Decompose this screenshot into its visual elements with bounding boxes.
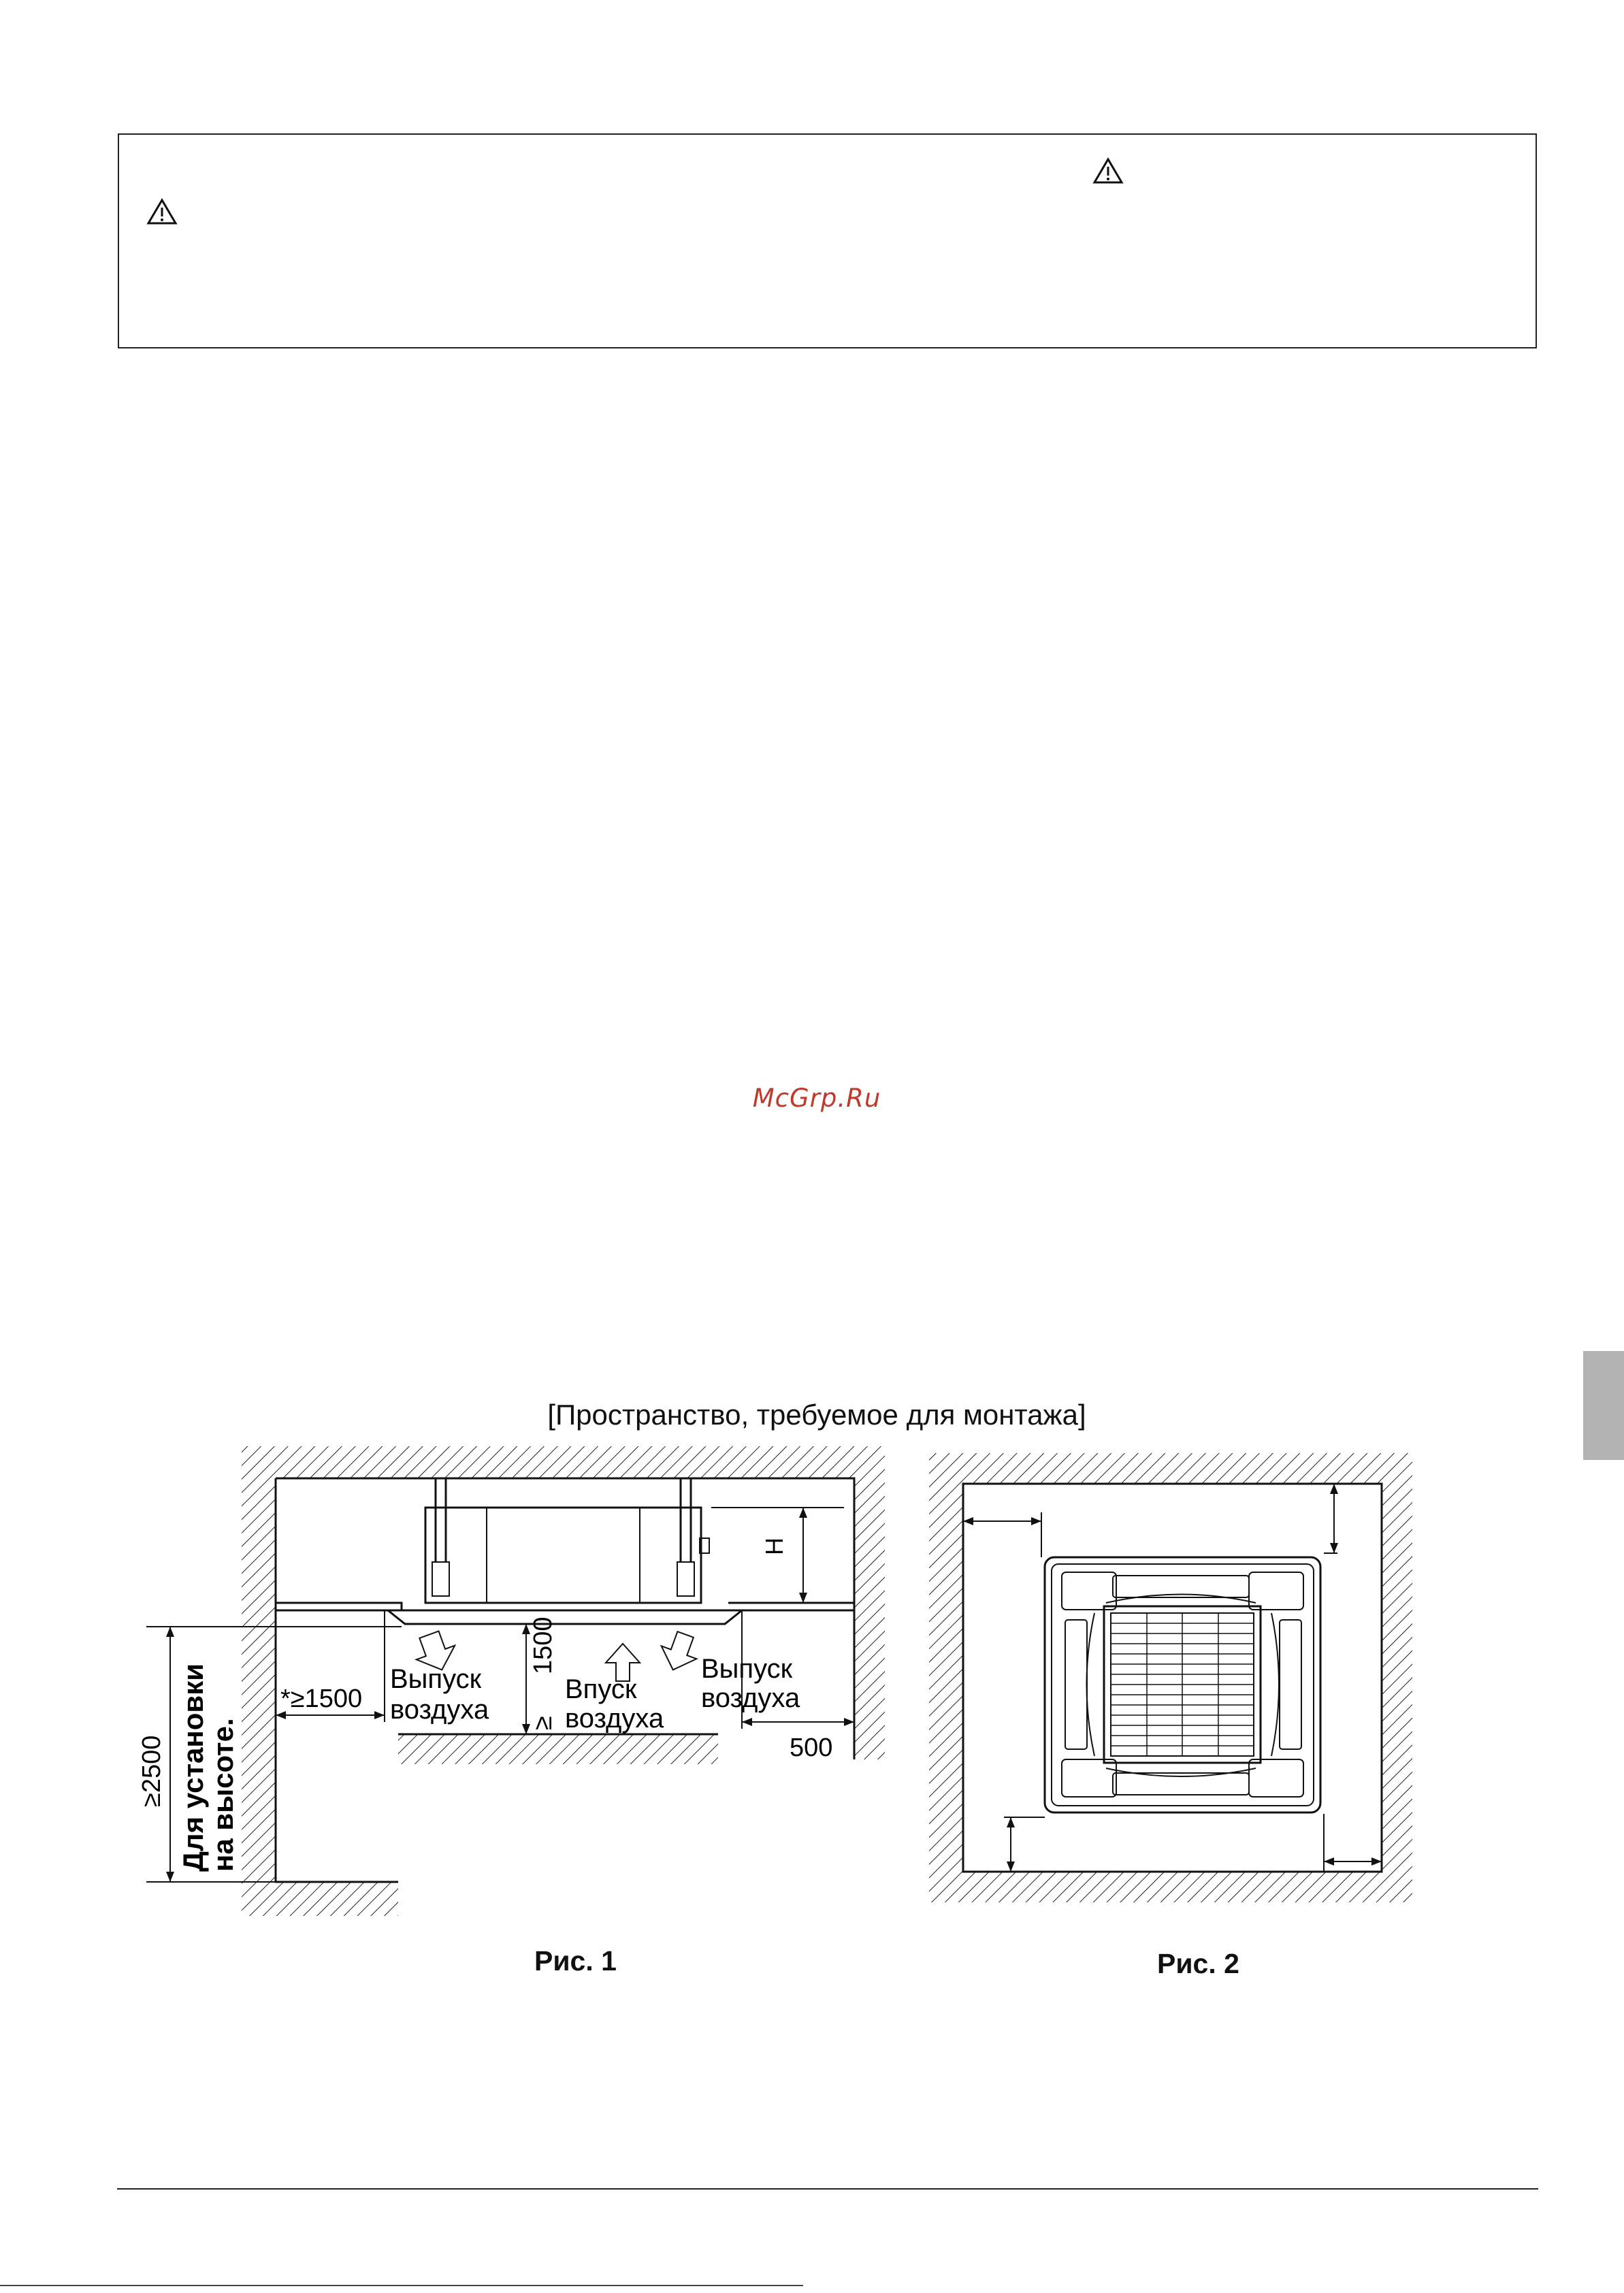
fig1-dim-left: *≥1500	[280, 1685, 363, 1713]
fig1-note-1: Для установки	[177, 1663, 209, 1872]
figure-1	[123, 1436, 898, 1926]
fig1-outlet-right-2: воздуха	[701, 1683, 800, 1713]
side-tab	[1583, 1351, 1624, 1460]
fig1-unit-body	[425, 1508, 701, 1603]
fig1-outlet-left-1: Выпуск	[390, 1664, 482, 1694]
fig1-inlet-1: Впуск	[565, 1674, 637, 1704]
fig1-dim-height-value: 1500	[529, 1616, 557, 1674]
fig1-dim-height-symbol: ≥	[529, 1716, 557, 1730]
warning-triangle-icon	[1092, 157, 1124, 185]
section-title: [Пространство, требуемое для монтажа]	[547, 1399, 1086, 1431]
figure-2	[926, 1436, 1429, 1940]
fig1-panel	[388, 1610, 742, 1624]
fig1-inlet-2: воздуха	[565, 1704, 664, 1734]
warning-box	[118, 133, 1537, 348]
fig1-outlet-left-2: воздуха	[390, 1695, 489, 1725]
fig1-dim-h: H	[760, 1538, 788, 1555]
fig2-caption: Рис. 2	[1157, 1948, 1239, 1979]
warning-triangle-icon	[146, 197, 178, 226]
fig1-caption: Рис. 1	[534, 1945, 617, 1977]
footer-rule	[117, 2188, 1538, 2190]
bottom-rule	[0, 2285, 803, 2286]
watermark: McGrp.Ru	[752, 1084, 881, 1113]
fig1-dim-right: 500	[790, 1734, 833, 1762]
fig1-note-2: на высоте.	[207, 1718, 239, 1872]
fig1-outlet-right-1: Выпуск	[701, 1654, 793, 1684]
air-outlet-arrow-icon	[655, 1628, 702, 1676]
fig1-dim-total: ≥2500	[137, 1735, 166, 1807]
fig1-ceiling-left	[276, 1603, 402, 1610]
fig1-ceiling-right	[728, 1603, 854, 1610]
